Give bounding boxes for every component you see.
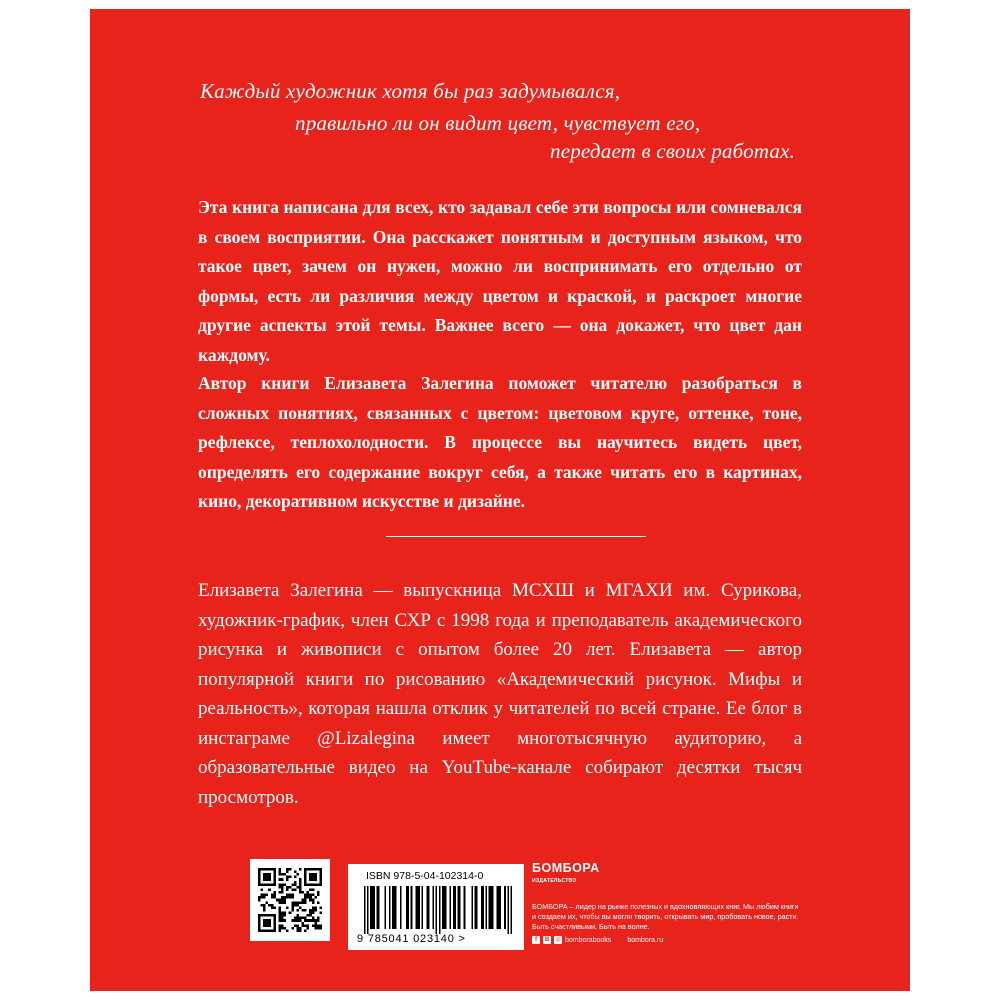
author-bio: Елизавета Залегина — выпускница МСХШ и МГАХИ им. Сурикова, художник-график, член СХР с 1998 года и преподаватель академического рисунка и живописи с опытом более 20 лет. Елизавета — автор популярной книги по рисованию «Академический рисунок. Мифы и реальность», которая нашла отклик у читателей по всей стране. Ее блог в инстаграме @Lizalegina имеет многотысячную аудиторию, а образовательные видео на YouTube-канале собирают десятки тысяч просмотров. xyxy=(198,580,802,808)
book-description-paragraph-2: Автор книги Елизавета Залегина поможет читателю разобраться в сложных понятиях, связанных с цветом: цветовом круге, оттенке, тоне, рефлексе, теплохолодности. В процессе вы научитесь видеть цвет, определять его содержание вокруг себя, а также читать его в картинах, кино, декоративном искусстве и дизайне. xyxy=(198,373,802,511)
publisher-links xyxy=(532,936,663,944)
section-divider xyxy=(386,536,646,537)
instagram-icon: ◎ xyxy=(555,937,561,943)
book-description-paragraph-1: Эта книга написана для всех, кто задавал себе эти вопросы или сомневался в своем восприятии. Она расскажет понятным и доступным языком, что такое цвет, зачем он нужен, можно ли воспринимать его отдельно от формы, есть ли различия между цветом и краской, и раскроет многие другие аспекты этой темы. Важнее всего — она докажет, что цвет дан каждому. xyxy=(198,197,802,365)
publisher-social-handle: bomborabooks xyxy=(565,936,612,944)
epigraph-quote xyxy=(90,77,910,167)
barcode xyxy=(364,886,512,934)
quote-line-3: передает в своих работах. xyxy=(550,139,796,163)
publisher-logo: БОМБОРА xyxy=(532,861,600,875)
publisher-description: БОМБОРА – лидер на рынке полезных и вдохновляющих книг. Мы любим книги и создаем их, чтобы вы могли творить, открывать мир, пробовать новое, расти. Быть счастливыми. Быть на волне. xyxy=(532,902,799,931)
quote-line-2: правильно ли он видит цвет, чувствует его, xyxy=(295,111,701,135)
book-back-cover xyxy=(90,9,910,991)
vk-icon: B xyxy=(544,937,550,943)
barcode-digits: 9 785041 023140 > xyxy=(357,933,466,945)
qr-code-image xyxy=(258,867,322,933)
publisher-website: bombora.ru xyxy=(627,936,664,944)
isbn-label: ISBN 978-5-04-102314-0 xyxy=(366,870,484,882)
publisher-subtitle: ИЗДАТЕЛЬСТВО xyxy=(532,878,577,884)
qr-code xyxy=(250,859,330,941)
publisher-block xyxy=(532,861,822,951)
facebook-icon: f xyxy=(532,936,540,944)
quote-line-1: Каждый художник хотя бы раз задумывался, xyxy=(200,79,621,103)
isbn-barcode-block xyxy=(348,864,524,950)
